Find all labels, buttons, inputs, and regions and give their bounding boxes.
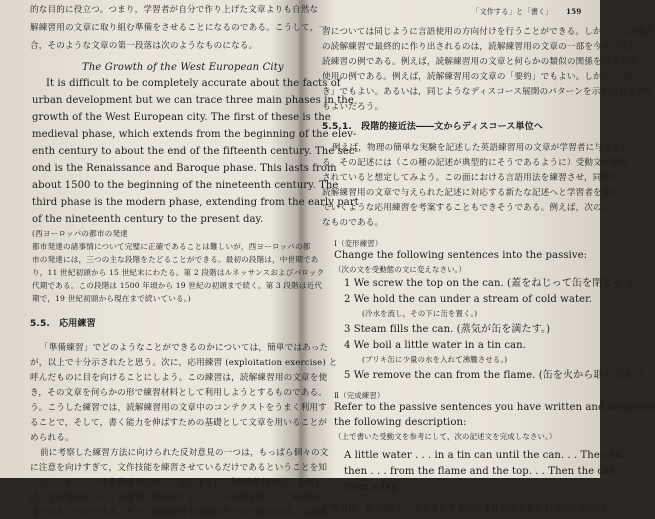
right-text-line: なものである。: [322, 218, 384, 228]
left-text-line: り，11 世紀初頭から 15 世紀末にわたる。第 2 段階はルネッサンスおよびバロック: [32, 268, 325, 277]
left-text-line: of the nineteenth century to the present day.: [32, 214, 264, 225]
right-text-line: 例えば，物理の簡単な実験を記述した英語練習用の文章が学習者に与えられ: [332, 143, 630, 153]
left-text-line: 的な目的に役立つ。つまり，学習者が自分で作り上げた文章よりも自然な: [30, 5, 319, 15]
right-text-line: 1 We screw the top on the can. (蓋をねじって缶を閉じる。): [344, 278, 632, 289]
running-head: 「文作する」と「書く」: [472, 7, 553, 16]
right-text-line: 読解練習用の文章で与えられた記述に対応する新たな記述へと学習者を導い: [322, 188, 620, 198]
right-text-line: Ⅱ（完成練習）: [334, 391, 385, 400]
left-text-line: (西ヨーロッパの都市の発達: [32, 229, 128, 238]
right-text-line: 5 We remove the can from the flame. (缶を火から取り去る。): [344, 370, 644, 381]
right-text-line: from a tap.: [344, 482, 401, 493]
right-text-line: 5.5.1. 段階的接近法――文からディスコース単位へ: [322, 122, 543, 132]
left-text-line: growth of the West European city. The first of these is the: [32, 112, 331, 123]
left-text-line: 合，そのような文章の第一段落は次のようなものになる。: [30, 41, 258, 51]
left-text-line: third phase is the modern phase, extending from the early part: [32, 197, 359, 208]
right-text-line: の読解練習で最終的に作り出されるのは，読解練習用の文章の一部を今まで見た: [322, 42, 637, 52]
left-text-line: about 1500 to the beginning of the nineteenth century. The: [32, 180, 339, 191]
left-text-line: 5.5. 応用練習: [30, 319, 96, 329]
left-text-line: ond is the Renaissance and Baroque phase. This lasts from: [32, 163, 337, 174]
right-text-line: 使用の例である。例えば，読解練習用の文章の「要約」でもよい。しかし，「続: [322, 72, 633, 82]
right-text-line: 習については同じように言語使用の方向付けを行うことができる。しかし，この場合: [322, 27, 655, 37]
right-text-line: Ⅰ（変形練習）: [334, 239, 383, 248]
right-text-line: Change the following sentences into the passive:: [334, 250, 588, 261]
right-text-line: 4 We boil a little water in a tin can.: [344, 340, 526, 351]
left-text-line: 「準備練習」でどのようなことができるのかについては，簡単ではあった: [40, 343, 329, 353]
right-text-line: (冷水を流し，その下に缶を置く。): [362, 309, 478, 318]
left-text-line: 市の発達には，三つの主な段階をたどることができる。最初の段階は，中世期であ: [32, 255, 319, 264]
left-text-line: き，その文章を何らかの形で練習材料として利用しようとするものである。: [30, 388, 327, 398]
left-text-line: 代期である。この段階は 1500 年頃から 19 世紀の初頭まで続く。第 3 段階は近代: [32, 281, 323, 290]
right-text-line: 学習者は，第Ⅰ段階で，文を変形するのに文作技能を使わねばならない(外: [322, 504, 609, 514]
left-text-line: 呼んだものに目を向けることにしよう。この練習は，読解練習用の文章を使: [30, 373, 328, 383]
left-text-line: 解練習用の文章に取り組む準備をさせることになるのである。こうして，一: [30, 23, 328, 33]
left-text-line: ることで，そして，書く能力を伸ばすための基礎として文章を用いることが: [30, 418, 327, 428]
right-text-line: ていくような応用練習を考案することもできそうである。例えば，次のよう: [322, 203, 620, 213]
left-text-line: う。こうした練習では，読解練習用の文章中のコンテクストをうまく利用す: [30, 403, 327, 413]
right-text-line: Refer to the passive sentences you have written and complete: [334, 402, 655, 413]
right-text-line: 読練習の例である。例えば，読解練習用の文章と何らかの類似の関係を持つ言語: [322, 57, 637, 67]
right-text-line: （上で書いた受動文を参考にして，次の記述文を完成しなさい。）: [334, 432, 557, 441]
left-text-line: が，以上で十分示されたと思う。次に，応用練習 (exploitation exercise) と: [30, 358, 338, 368]
right-page: [304, 0, 655, 514]
right-text-line: 3 Steam fills the can. (蒸気が缶を満たす。): [344, 324, 551, 335]
right-text-line: 2 We hold the can under a stream of cold water.: [344, 294, 593, 305]
right-text-line: もよいだろう。: [322, 102, 384, 112]
left-text-line: It is difficult to be completely accurate about the facts of: [46, 78, 341, 89]
left-text-line: ば，文法事項についての練習と簡単なディスコースの例を書くことを同時に: [30, 493, 326, 503]
left-text-line: に注意を向けすぎて，文作技能を練習させているだけであるということを知: [30, 463, 328, 473]
page-number: 159: [566, 7, 582, 16]
left-text-line: enth century to about the end of the fifteenth century. The sec-: [32, 146, 359, 157]
right-text-line: る。その記述には（この種の記述が典型的にそうであるように）受動文が多用: [322, 158, 629, 168]
left-text-line: 運づけることができる。また，応用練習を同様のやり方で進めれば，文法練: [30, 508, 328, 518]
left-text-line: められる。: [30, 433, 74, 443]
left-text-line: った。しかし，いま準備練習に関して見たように，「段階的接近法」を用い: [30, 478, 323, 488]
left-text-line: 期で，19 世紀初頭から現在まで続いている。): [32, 294, 191, 303]
right-text-line: されていると想定してみよう。この面における言語用法を練習させ，同時に: [322, 173, 620, 183]
left-text-line: urban development but we can trace three main phases in the: [32, 95, 354, 106]
left-text-line: medieval phase, which extends from the beginning of the elev-: [32, 129, 357, 140]
left-text-line: 前に考察した練習方法に向けられた反対意見の一つは，もっぱら個々の文: [40, 448, 329, 458]
right-text-line: (ブリキ缶に少量の水を入れて沸騰させる。): [362, 355, 508, 364]
right-text-line: き」でもよい。あるいは，同じようなディスコース展開のパターンを示す別の文章で: [322, 87, 653, 97]
left-text-line: 都市発達の諸事情について完璧に正確であることは難しいが，西ヨーロッパの都: [32, 242, 311, 251]
right-text-line: （次の文を受動態の文に変えなさい。）: [334, 265, 467, 274]
right-text-line: A little water . . . in a tin can until the can. . . The can. . .: [344, 450, 638, 461]
right-text-line: then . . . from the flame and the top. . . Then the can. . .: [344, 466, 633, 477]
left-text-line: The Growth of the West European City: [82, 62, 284, 73]
right-text-line: the following description:: [334, 417, 467, 428]
